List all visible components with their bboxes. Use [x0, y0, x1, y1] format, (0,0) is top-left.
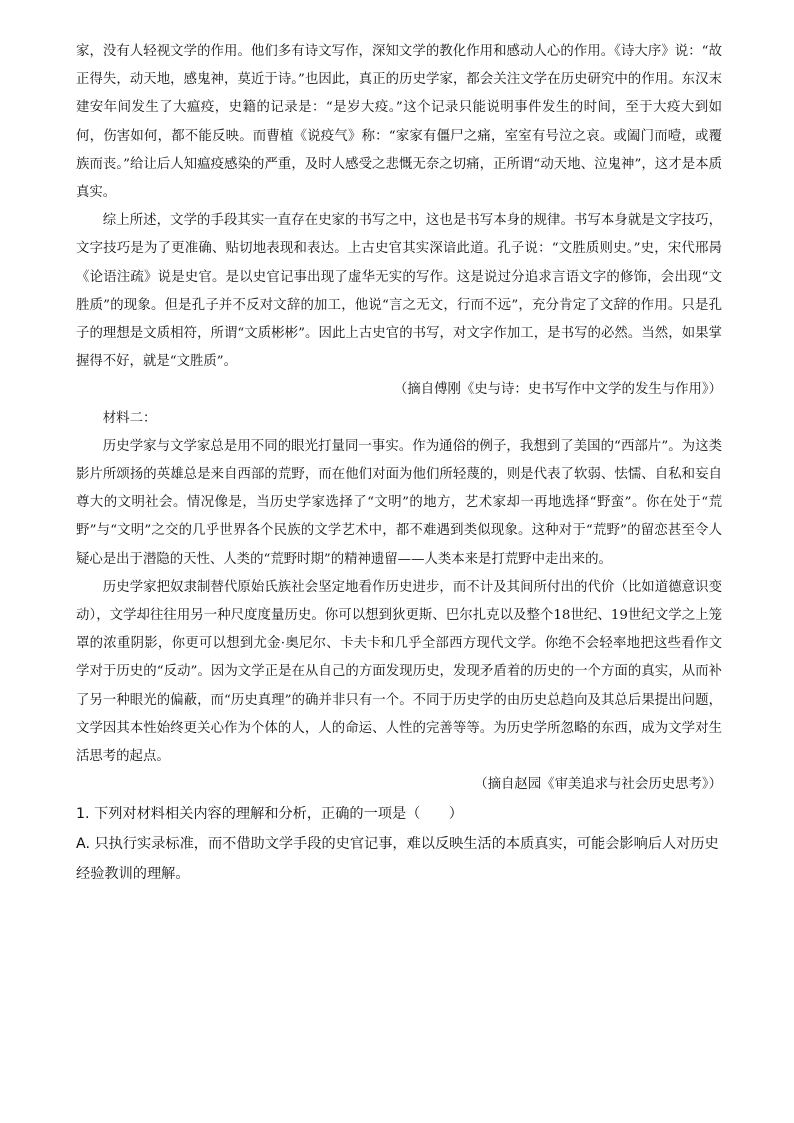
material2-paragraph-2: 历史学家把奴隶制替代原始氏族社会坚定地看作历史进步，而不计及其间所付出的代价（比如道德意识变动），文学却往往用另一种尺度度量历史。你可以想到狄更斯、巴尔扎克以及整个18世纪、19世纪文学之上笼罩的浓重阴影，你更可以想到尤金·奥尼尔、卡夫卡和几乎全部西方现代文学。你绝不会轻率地把这些看作文学对于历史的“反动”。因为文学正是在从自己的方面发现历史，发现矛盾着的历史的一个方面的真实，从而补了另一种眼光的偏蔽，而“历史真理”的确并非只有一个。不同于历史学的由历史总趋向及其总后果提出问题，文学因其本性始终更关心作为个体的人，人的命运、人性的完善等等。为历史学所忽略的东西，成为文学对生活思考的起点。	[76, 579, 722, 765]
material2-heading: 材料二：	[102, 410, 157, 426]
question-1-option-a: A. 只执行实录标准，而不借助文学手段的史官记事，难以反映生活的本质真实，可能会影响后人对历史经验教训的理解。	[76, 836, 719, 883]
material2-paragraph-1: 历史学家与文学家总是用不同的眼光打量同一事实。作为通俗的例子，我想到了美国的“西部片”。为这类影片所颂扬的英雄总是来自西部的荒野，而在他们对面为他们所轻蔑的，则是代表了软弱、怯懦、自私和妄自尊大的文明社会。情况像是，当历史学家选择了“文明”的地方，艺术家却一再地选择“野蛮”。你在处于“荒野”与“文明”之交的几乎世界各个民族的文学艺术中，都不难遇到类似现象。这种对于“荒野”的留恋甚至令人疑心是出于潜隐的天性、人类的“荒野时期”的精神遗留——人类本来是打荒野中走出来的。	[76, 438, 722, 567]
question-1-stem: 1. 下列对材料相关内容的理解和分析，正确的一项是（ ）	[76, 806, 463, 823]
material1-paragraph-summary: 综上所述，文学的手段其实一直存在史家的书写之中，这也是书写本身的规律。书写本身就是文字技巧，文字技巧是为了更准确、贴切地表现和表达。上古史官其实深谙此道。孔子说：“文胜质则史。”史，宋代邢昺《论语注疏》说是史官。是以史官记事出现了虚华无实的写作。这是说过分追求言语文字的修饰，会出现“文胜质”的现象。但是孔子并不反对文辞的加工，他说“言之无文，行而不远”，充分肯定了文辞的作用。只是孔子的理想是文质相符，所谓“文质彬彬”。因此上古史官的书写，对文字作加工，是书写的必然。当然，如果掌握得不好，就是“文胜质”。	[76, 213, 722, 370]
material1-paragraph-continued: 家，没有人轻视文学的作用。他们多有诗文写作，深知文学的教化作用和感动人心的作用。《诗大序》说：“故正得失，动天地，感鬼神，莫近于诗。”也因此，真正的历史学家，都会关注文学在历史研究中的作用。东汉末建安年间发生了大瘟疫，史籍的记录是：“是岁大疫。”这个记录只能说明事件发生的时间，至于大疫大到如何，伤害如何，都不能反映。而曹植《说疫气》称：“家家有僵尸之痛，室室有号泣之哀。或阖门而噎，或覆族而丧。”给让后人知瘟疫感染的严重，及时人感受之悲慨无奈之切痛，正所谓“动天地、泣鬼神”，这才是本质真实。	[76, 44, 722, 201]
material2-source: （摘自赵园《审美追求与社会历史思考》）	[474, 777, 722, 793]
material1-source: （摘自傅刚《史与诗：史书写作中文学的发生与作用》）	[393, 382, 722, 398]
